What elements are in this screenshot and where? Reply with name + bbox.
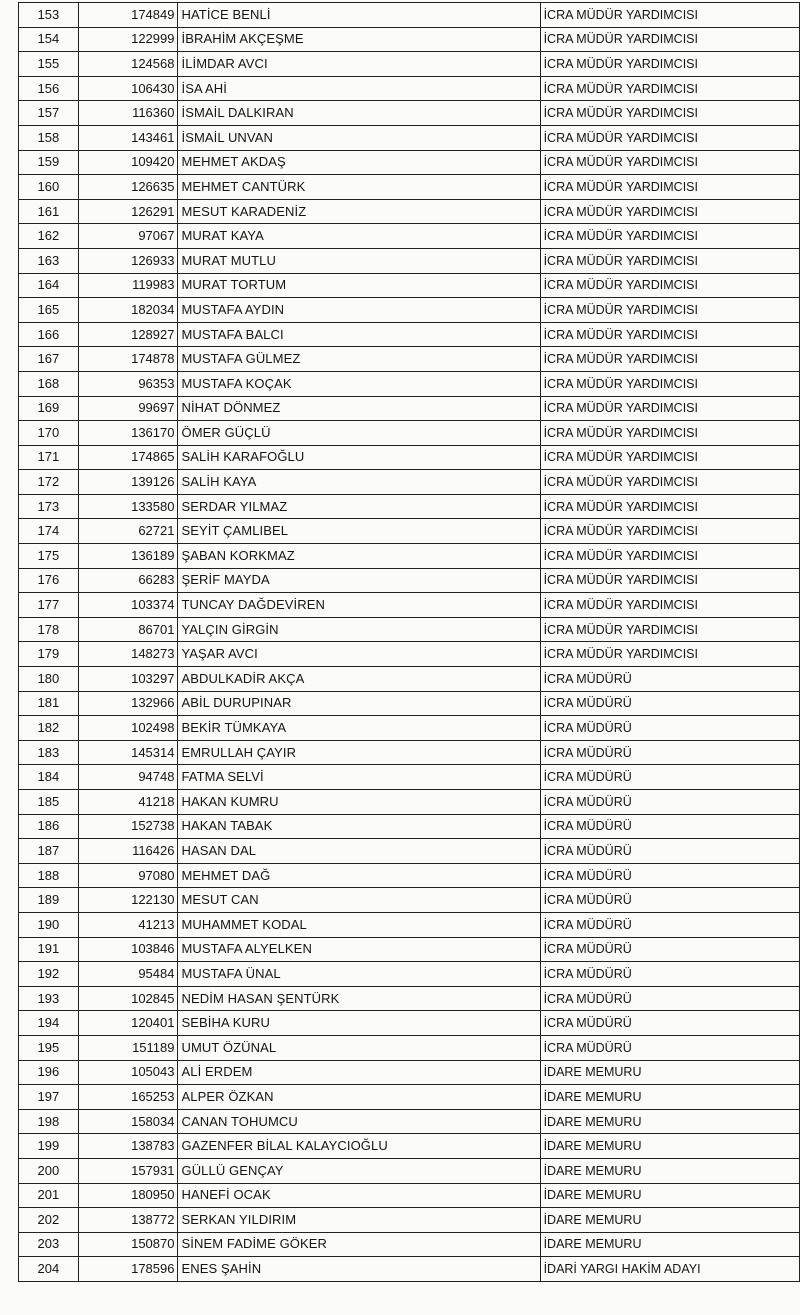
person-name: ABİL DURUPINAR xyxy=(178,691,540,716)
row-number: 200 xyxy=(19,1158,79,1183)
registry-number: 126635 xyxy=(78,175,178,200)
registry-number: 119983 xyxy=(78,273,178,298)
registry-number: 126291 xyxy=(78,199,178,224)
person-name: HATİCE BENLİ xyxy=(178,3,540,28)
person-name: HAKAN TABAK xyxy=(178,814,540,839)
row-number: 185 xyxy=(19,790,79,815)
table-row xyxy=(19,1257,800,1282)
table-row xyxy=(19,445,800,470)
job-title: İDARE MEMURU xyxy=(540,1134,799,1159)
person-name: SEYİT ÇAMLIBEL xyxy=(178,519,540,544)
person-name: HANEFİ OCAK xyxy=(178,1183,540,1208)
row-number: 168 xyxy=(19,371,79,396)
table-row xyxy=(19,1011,800,1036)
table-row xyxy=(19,470,800,495)
row-number: 164 xyxy=(19,273,79,298)
job-title: İCRA MÜDÜRÜ xyxy=(540,667,799,692)
job-title: İCRA MÜDÜR YARDIMCISI xyxy=(540,3,799,28)
row-number: 197 xyxy=(19,1085,79,1110)
job-title: İCRA MÜDÜR YARDIMCISI xyxy=(540,519,799,544)
table-row xyxy=(19,962,800,987)
job-title: İCRA MÜDÜR YARDIMCISI xyxy=(540,593,799,618)
job-title: İCRA MÜDÜRÜ xyxy=(540,691,799,716)
person-name: GÜLLÜ GENÇAY xyxy=(178,1158,540,1183)
row-number: 160 xyxy=(19,175,79,200)
person-name: FATMA SELVİ xyxy=(178,765,540,790)
table-row xyxy=(19,1035,800,1060)
job-title: İCRA MÜDÜR YARDIMCISI xyxy=(540,175,799,200)
row-number: 165 xyxy=(19,298,79,323)
job-title: İCRA MÜDÜRÜ xyxy=(540,716,799,741)
job-title: İCRA MÜDÜR YARDIMCISI xyxy=(540,101,799,126)
row-number: 189 xyxy=(19,888,79,913)
table-row xyxy=(19,986,800,1011)
registry-number: 103374 xyxy=(78,593,178,618)
registry-number: 95484 xyxy=(78,962,178,987)
person-name: UMUT ÖZÜNAL xyxy=(178,1035,540,1060)
registry-number: 157931 xyxy=(78,1158,178,1183)
job-title: İCRA MÜDÜRÜ xyxy=(540,1011,799,1036)
job-title: İCRA MÜDÜR YARDIMCISI xyxy=(540,421,799,446)
row-number: 178 xyxy=(19,617,79,642)
row-number: 203 xyxy=(19,1232,79,1257)
job-title: İCRA MÜDÜR YARDIMCISI xyxy=(540,494,799,519)
row-number: 186 xyxy=(19,814,79,839)
job-title: İCRA MÜDÜR YARDIMCISI xyxy=(540,199,799,224)
row-number: 180 xyxy=(19,667,79,692)
table-row xyxy=(19,544,800,569)
registry-number: 102845 xyxy=(78,986,178,1011)
person-name: MUSTAFA BALCI xyxy=(178,322,540,347)
person-name: MEHMET DAĞ xyxy=(178,863,540,888)
person-name: SALİH KAYA xyxy=(178,470,540,495)
job-title: İCRA MÜDÜRÜ xyxy=(540,740,799,765)
row-number: 187 xyxy=(19,839,79,864)
person-name: MUSTAFA GÜLMEZ xyxy=(178,347,540,372)
registry-number: 41218 xyxy=(78,790,178,815)
table-row xyxy=(19,396,800,421)
registry-number: 105043 xyxy=(78,1060,178,1085)
person-name: İBRAHİM AKÇEŞME xyxy=(178,27,540,52)
table-row xyxy=(19,371,800,396)
table-row xyxy=(19,76,800,101)
registry-number: 116360 xyxy=(78,101,178,126)
table-row xyxy=(19,175,800,200)
registry-number: 133580 xyxy=(78,494,178,519)
row-number: 196 xyxy=(19,1060,79,1085)
table-row xyxy=(19,1060,800,1085)
table-row xyxy=(19,1208,800,1233)
row-number: 194 xyxy=(19,1011,79,1036)
person-name: CANAN TOHUMCU xyxy=(178,1109,540,1134)
registry-number: 126933 xyxy=(78,248,178,273)
registry-number: 128927 xyxy=(78,322,178,347)
person-name: YAŞAR AVCI xyxy=(178,642,540,667)
registry-number: 103297 xyxy=(78,667,178,692)
table-row xyxy=(19,519,800,544)
table-row xyxy=(19,125,800,150)
table-row xyxy=(19,273,800,298)
job-title: İCRA MÜDÜR YARDIMCISI xyxy=(540,322,799,347)
registry-number: 151189 xyxy=(78,1035,178,1060)
person-name: HASAN DAL xyxy=(178,839,540,864)
person-name: MEHMET CANTÜRK xyxy=(178,175,540,200)
person-name: ALİ ERDEM xyxy=(178,1060,540,1085)
job-title: İDARE MEMURU xyxy=(540,1208,799,1233)
row-number: 201 xyxy=(19,1183,79,1208)
person-name: GAZENFER BİLAL KALAYCIOĞLU xyxy=(178,1134,540,1159)
table-row xyxy=(19,52,800,77)
table-row xyxy=(19,199,800,224)
job-title: İCRA MÜDÜR YARDIMCISI xyxy=(540,224,799,249)
person-name: MUSTAFA KOÇAK xyxy=(178,371,540,396)
registry-number: 143461 xyxy=(78,125,178,150)
job-title: İCRA MÜDÜR YARDIMCISI xyxy=(540,544,799,569)
row-number: 174 xyxy=(19,519,79,544)
registry-number: 136189 xyxy=(78,544,178,569)
person-name: ABDULKADİR AKÇA xyxy=(178,667,540,692)
registry-number: 103846 xyxy=(78,937,178,962)
table-row xyxy=(19,740,800,765)
job-title: İCRA MÜDÜRÜ xyxy=(540,790,799,815)
job-title: İCRA MÜDÜRÜ xyxy=(540,986,799,1011)
registry-number: 158034 xyxy=(78,1109,178,1134)
table-row xyxy=(19,667,800,692)
registry-number: 99697 xyxy=(78,396,178,421)
registry-number: 106430 xyxy=(78,76,178,101)
registry-number: 102498 xyxy=(78,716,178,741)
job-title: İDARE MEMURU xyxy=(540,1060,799,1085)
row-number: 163 xyxy=(19,248,79,273)
job-title: İCRA MÜDÜR YARDIMCISI xyxy=(540,273,799,298)
row-number: 181 xyxy=(19,691,79,716)
person-name: MURAT MUTLU xyxy=(178,248,540,273)
row-number: 179 xyxy=(19,642,79,667)
registry-number: 150870 xyxy=(78,1232,178,1257)
registry-number: 136170 xyxy=(78,421,178,446)
person-name: SEBİHA KURU xyxy=(178,1011,540,1036)
table-row xyxy=(19,888,800,913)
registry-number: 138783 xyxy=(78,1134,178,1159)
person-name: İLİMDAR AVCI xyxy=(178,52,540,77)
table-row xyxy=(19,568,800,593)
row-number: 188 xyxy=(19,863,79,888)
registry-number: 124568 xyxy=(78,52,178,77)
row-number: 172 xyxy=(19,470,79,495)
registry-number: 138772 xyxy=(78,1208,178,1233)
registry-number: 182034 xyxy=(78,298,178,323)
row-number: 167 xyxy=(19,347,79,372)
job-title: İCRA MÜDÜRÜ xyxy=(540,814,799,839)
person-name: MESUT CAN xyxy=(178,888,540,913)
row-number: 183 xyxy=(19,740,79,765)
registry-number: 109420 xyxy=(78,150,178,175)
person-name: MUSTAFA ALYELKEN xyxy=(178,937,540,962)
row-number: 199 xyxy=(19,1134,79,1159)
job-title: İCRA MÜDÜRÜ xyxy=(540,962,799,987)
table-row xyxy=(19,1109,800,1134)
person-name: SALİH KARAFOĞLU xyxy=(178,445,540,470)
registry-number: 178596 xyxy=(78,1257,178,1282)
registry-number: 174865 xyxy=(78,445,178,470)
job-title: İCRA MÜDÜR YARDIMCISI xyxy=(540,445,799,470)
table-row xyxy=(19,642,800,667)
registry-number: 120401 xyxy=(78,1011,178,1036)
row-number: 154 xyxy=(19,27,79,52)
row-number: 155 xyxy=(19,52,79,77)
person-name: SERDAR YILMAZ xyxy=(178,494,540,519)
person-name: İSA AHİ xyxy=(178,76,540,101)
personnel-table xyxy=(18,2,800,1282)
row-number: 175 xyxy=(19,544,79,569)
job-title: İCRA MÜDÜR YARDIMCISI xyxy=(540,568,799,593)
row-number: 166 xyxy=(19,322,79,347)
job-title: İDARE MEMURU xyxy=(540,1109,799,1134)
registry-number: 86701 xyxy=(78,617,178,642)
row-number: 170 xyxy=(19,421,79,446)
person-name: HAKAN KUMRU xyxy=(178,790,540,815)
registry-number: 174849 xyxy=(78,3,178,28)
row-number: 156 xyxy=(19,76,79,101)
table-row xyxy=(19,814,800,839)
table-row xyxy=(19,912,800,937)
job-title: İDARİ YARGI HAKİM ADAYI xyxy=(540,1257,799,1282)
registry-number: 145314 xyxy=(78,740,178,765)
job-title: İCRA MÜDÜR YARDIMCISI xyxy=(540,150,799,175)
table-row xyxy=(19,494,800,519)
person-name: MESUT KARADENİZ xyxy=(178,199,540,224)
row-number: 190 xyxy=(19,912,79,937)
job-title: İCRA MÜDÜRÜ xyxy=(540,888,799,913)
table-row xyxy=(19,224,800,249)
job-title: İDARE MEMURU xyxy=(540,1085,799,1110)
table-row xyxy=(19,1183,800,1208)
table-row xyxy=(19,248,800,273)
job-title: İCRA MÜDÜRÜ xyxy=(540,1035,799,1060)
person-name: EMRULLAH ÇAYIR xyxy=(178,740,540,765)
row-number: 198 xyxy=(19,1109,79,1134)
person-name: MUSTAFA AYDIN xyxy=(178,298,540,323)
table-row xyxy=(19,1134,800,1159)
table-row xyxy=(19,322,800,347)
row-number: 184 xyxy=(19,765,79,790)
row-number: 182 xyxy=(19,716,79,741)
table-row xyxy=(19,593,800,618)
table-row xyxy=(19,27,800,52)
table-row xyxy=(19,298,800,323)
registry-number: 180950 xyxy=(78,1183,178,1208)
job-title: İCRA MÜDÜR YARDIMCISI xyxy=(540,396,799,421)
registry-number: 165253 xyxy=(78,1085,178,1110)
person-name: SİNEM FADİME GÖKER xyxy=(178,1232,540,1257)
job-title: İCRA MÜDÜRÜ xyxy=(540,765,799,790)
table-row xyxy=(19,1232,800,1257)
row-number: 169 xyxy=(19,396,79,421)
row-number: 158 xyxy=(19,125,79,150)
job-title: İCRA MÜDÜR YARDIMCISI xyxy=(540,125,799,150)
row-number: 204 xyxy=(19,1257,79,1282)
job-title: İDARE MEMURU xyxy=(540,1232,799,1257)
row-number: 171 xyxy=(19,445,79,470)
table-row xyxy=(19,691,800,716)
table-row xyxy=(19,150,800,175)
table-row xyxy=(19,617,800,642)
job-title: İCRA MÜDÜR YARDIMCISI xyxy=(540,76,799,101)
job-title: İCRA MÜDÜR YARDIMCISI xyxy=(540,52,799,77)
row-number: 202 xyxy=(19,1208,79,1233)
job-title: İDARE MEMURU xyxy=(540,1158,799,1183)
job-title: İCRA MÜDÜR YARDIMCISI xyxy=(540,470,799,495)
row-number: 162 xyxy=(19,224,79,249)
row-number: 195 xyxy=(19,1035,79,1060)
table-row xyxy=(19,1085,800,1110)
row-number: 177 xyxy=(19,593,79,618)
person-name: MUSTAFA ÜNAL xyxy=(178,962,540,987)
person-name: ENES ŞAHİN xyxy=(178,1257,540,1282)
job-title: İCRA MÜDÜR YARDIMCISI xyxy=(540,248,799,273)
job-title: İCRA MÜDÜRÜ xyxy=(540,863,799,888)
registry-number: 97067 xyxy=(78,224,178,249)
registry-number: 62721 xyxy=(78,519,178,544)
job-title: İCRA MÜDÜRÜ xyxy=(540,839,799,864)
job-title: İCRA MÜDÜR YARDIMCISI xyxy=(540,642,799,667)
table-row xyxy=(19,101,800,126)
person-name: ŞABAN KORKMAZ xyxy=(178,544,540,569)
table-row xyxy=(19,937,800,962)
registry-number: 122999 xyxy=(78,27,178,52)
registry-number: 132966 xyxy=(78,691,178,716)
job-title: İCRA MÜDÜR YARDIMCISI xyxy=(540,371,799,396)
row-number: 153 xyxy=(19,3,79,28)
person-name: ÖMER GÜÇLÜ xyxy=(178,421,540,446)
job-title: İCRA MÜDÜRÜ xyxy=(540,937,799,962)
registry-number: 97080 xyxy=(78,863,178,888)
registry-number: 122130 xyxy=(78,888,178,913)
person-name: ŞERİF MAYDA xyxy=(178,568,540,593)
row-number: 173 xyxy=(19,494,79,519)
row-number: 176 xyxy=(19,568,79,593)
row-number: 161 xyxy=(19,199,79,224)
person-name: BEKİR TÜMKAYA xyxy=(178,716,540,741)
person-name: MUHAMMET KODAL xyxy=(178,912,540,937)
row-number: 193 xyxy=(19,986,79,1011)
person-name: YALÇIN GİRGİN xyxy=(178,617,540,642)
table-row xyxy=(19,347,800,372)
person-name: NEDİM HASAN ŞENTÜRK xyxy=(178,986,540,1011)
person-name: SERKAN YILDIRIM xyxy=(178,1208,540,1233)
registry-number: 152738 xyxy=(78,814,178,839)
table-row xyxy=(19,863,800,888)
table-row xyxy=(19,1158,800,1183)
registry-number: 116426 xyxy=(78,839,178,864)
table-row xyxy=(19,716,800,741)
table-row xyxy=(19,3,800,28)
registry-number: 174878 xyxy=(78,347,178,372)
person-name: ALPER ÖZKAN xyxy=(178,1085,540,1110)
registry-number: 66283 xyxy=(78,568,178,593)
person-name: İSMAİL UNVAN xyxy=(178,125,540,150)
job-title: İCRA MÜDÜR YARDIMCISI xyxy=(540,347,799,372)
job-title: İCRA MÜDÜR YARDIMCISI xyxy=(540,298,799,323)
table-row xyxy=(19,421,800,446)
table-row xyxy=(19,765,800,790)
row-number: 192 xyxy=(19,962,79,987)
job-title: İCRA MÜDÜRÜ xyxy=(540,912,799,937)
person-name: TUNCAY DAĞDEVİREN xyxy=(178,593,540,618)
registry-number: 41213 xyxy=(78,912,178,937)
person-name: MEHMET AKDAŞ xyxy=(178,150,540,175)
registry-number: 148273 xyxy=(78,642,178,667)
person-name: NİHAT DÖNMEZ xyxy=(178,396,540,421)
registry-number: 94748 xyxy=(78,765,178,790)
row-number: 157 xyxy=(19,101,79,126)
job-title: İCRA MÜDÜR YARDIMCISI xyxy=(540,617,799,642)
registry-number: 139126 xyxy=(78,470,178,495)
table-body xyxy=(19,3,800,1282)
row-number: 191 xyxy=(19,937,79,962)
row-number: 159 xyxy=(19,150,79,175)
table-row xyxy=(19,839,800,864)
person-name: MURAT TORTUM xyxy=(178,273,540,298)
registry-number: 96353 xyxy=(78,371,178,396)
table-row xyxy=(19,790,800,815)
person-name: İSMAİL DALKIRAN xyxy=(178,101,540,126)
job-title: İDARE MEMURU xyxy=(540,1183,799,1208)
person-name: MURAT KAYA xyxy=(178,224,540,249)
job-title: İCRA MÜDÜR YARDIMCISI xyxy=(540,27,799,52)
